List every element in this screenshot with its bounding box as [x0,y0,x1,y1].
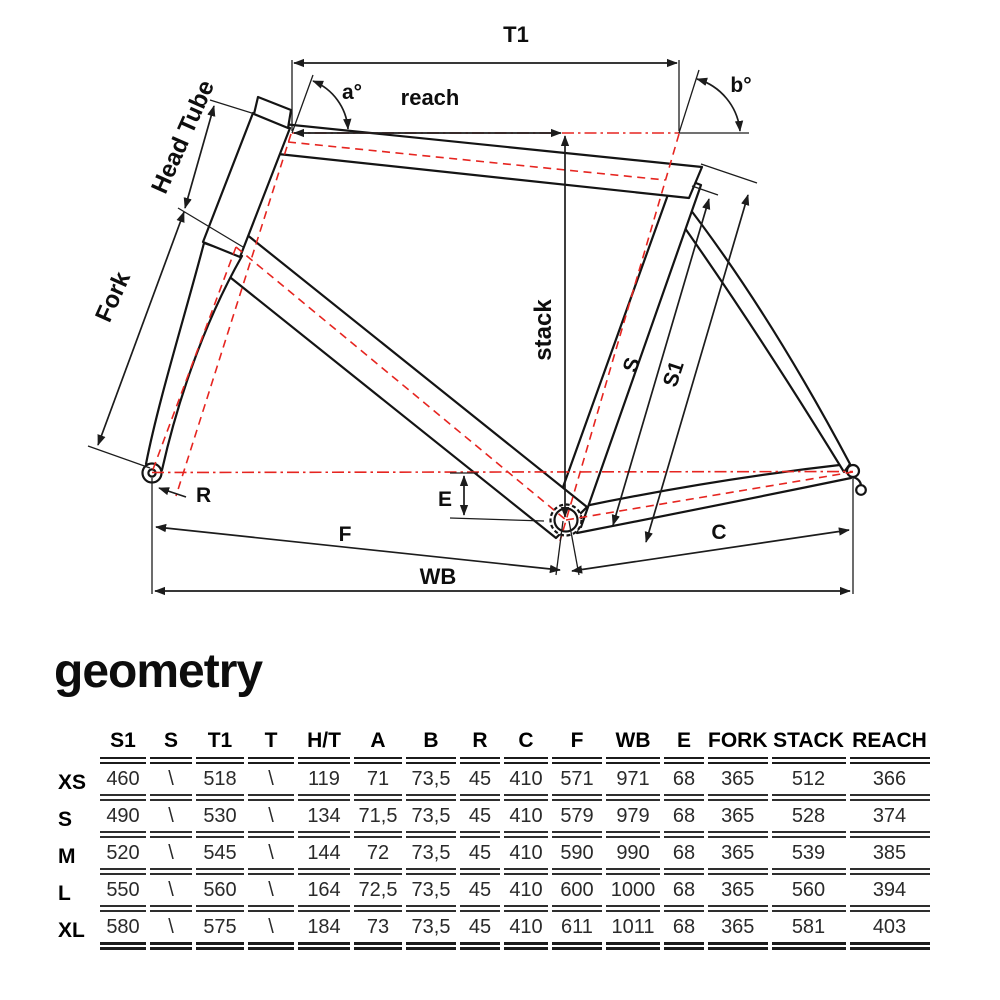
table-cell: 530 [196,801,244,838]
table-cell: 68 [664,912,704,950]
col-header-f: F [552,725,602,764]
col-header-r: R [460,725,500,764]
table-cell: 528 [772,801,846,838]
table-cell: 68 [664,875,704,912]
table-cell: 410 [504,838,548,875]
col-header-a: A [354,725,402,764]
table-cell: 365 [708,764,768,801]
header-row [56,725,930,764]
label-f: F [338,523,352,546]
table-cell: 134 [298,801,350,838]
corner-cell [56,725,96,764]
derailleur-hanger [853,477,861,485]
table-cell: 410 [504,875,548,912]
table-cell: 365 [708,875,768,912]
col-header-t1: T1 [196,725,244,764]
col-header-fork: FORK [708,725,768,764]
label-e: E [437,488,452,511]
table-cell: 164 [298,875,350,912]
table-cell: 394 [850,875,930,912]
table-cell: 545 [196,838,244,875]
col-header-b: B [406,725,456,764]
table-cell: 560 [772,875,846,912]
table-cell: 990 [606,838,660,875]
table-cell: 410 [504,764,548,801]
table-cell: 144 [298,838,350,875]
label-angle-a: a° [341,81,363,104]
table-cell: 550 [100,875,146,912]
table-cell: 68 [664,764,704,801]
table-cell: 366 [850,764,930,801]
head-tube [203,113,290,257]
table-row-m [56,838,930,875]
table-cell: 365 [708,801,768,838]
table-cell: 403 [850,912,930,950]
col-header-s1: S1 [100,725,146,764]
label-wb: WB [419,564,457,589]
table-cell: \ [248,912,294,950]
table-cell: 410 [504,912,548,950]
table-cell: \ [150,875,192,912]
table-cell: 410 [504,801,548,838]
table-cell: 971 [606,764,660,801]
col-header-reach: REACH [850,725,930,764]
table-cell: 575 [196,912,244,950]
table-cell: 73 [354,912,402,950]
col-header-t: T [248,725,294,764]
table-cell: 385 [850,838,930,875]
table-cell: 571 [552,764,602,801]
row-label-xl: XL [58,919,85,942]
table-cell: \ [150,801,192,838]
table-cell: 73,5 [406,838,456,875]
table-row-s [56,801,930,838]
table-row-xs [56,764,930,801]
table-cell: 590 [552,838,602,875]
label-reach: reach [400,85,460,110]
table-cell: \ [150,764,192,801]
row-label-m: M [58,844,76,868]
row-label-s: S [58,807,73,831]
table-cell: \ [150,912,192,950]
table-cell: 45 [460,764,500,801]
table-cell: 611 [552,912,602,950]
table-cell: 68 [664,838,704,875]
table-cell: 119 [298,764,350,801]
label-s: S [618,354,645,376]
table-cell: \ [248,875,294,912]
row-label-l: L [58,881,71,905]
headtube-tick-top [210,100,255,114]
seat-axis-extension [679,70,699,133]
table-cell: 73,5 [406,875,456,912]
table-cell: \ [248,801,294,838]
table-cell: 73,5 [406,764,456,801]
label-t1: T1 [503,22,529,47]
table-cell: 579 [552,801,602,838]
table-cell: 184 [298,912,350,950]
table-row-xl [56,912,930,950]
rear-dropout [847,465,859,477]
table-cell: 72,5 [354,875,402,912]
col-header-e: E [664,725,704,764]
table-cell: 73,5 [406,912,456,950]
table-cell: 560 [196,875,244,912]
table-cell: 979 [606,801,660,838]
col-header-ht: H/T [298,725,350,764]
table-cell: 45 [460,838,500,875]
table-cell: \ [150,838,192,875]
seat-tube [553,175,701,527]
table-cell: 580 [100,912,146,950]
table-cell: 1000 [606,875,660,912]
dim-r [159,488,186,497]
table-row-l [56,875,930,912]
table-cell: 374 [850,801,930,838]
geometry-table [52,725,934,950]
table-cell: 600 [552,875,602,912]
table-cell: 68 [664,801,704,838]
label-fork: Fork [90,267,137,327]
label-head-tube: Head Tube [146,76,221,198]
top-tube [278,124,702,198]
table-cell: 512 [772,764,846,801]
table-cell: \ [248,838,294,875]
table-cell: 45 [460,801,500,838]
table-cell: 581 [772,912,846,950]
col-header-stack: STACK [772,725,846,764]
table-cell: 45 [460,912,500,950]
table-cell: 71 [354,764,402,801]
section-title: geometry [54,645,263,698]
table-cell: 365 [708,838,768,875]
table-cell: 520 [100,838,146,875]
label-angle-b: b° [730,74,752,97]
table-cell: 518 [196,764,244,801]
table-cell: \ [248,764,294,801]
hanger-eye [856,485,866,495]
table-cell: 72 [354,838,402,875]
col-header-wb: WB [606,725,660,764]
row-label-xs: XS [58,770,87,794]
label-stack: stack [530,299,557,361]
table-cell: 539 [772,838,846,875]
table-cell: 365 [708,912,768,950]
table-cell: 490 [100,801,146,838]
table-cell: 460 [100,764,146,801]
label-s1: S1 [658,358,689,390]
table-cell: 71,5 [354,801,402,838]
dim-f [156,527,560,570]
table-cell: 1011 [606,912,660,950]
dimension-lines [98,63,850,591]
table-cell: 45 [460,875,500,912]
col-header-s: S [150,725,192,764]
steerer-extension [292,75,313,133]
down-tube [211,234,587,538]
table-cell: 73,5 [406,801,456,838]
col-header-c: C [504,725,548,764]
label-c: C [711,521,727,544]
label-r: R [196,484,212,507]
fork-tick-bottom [88,446,150,468]
s1-tick-top [701,164,757,183]
